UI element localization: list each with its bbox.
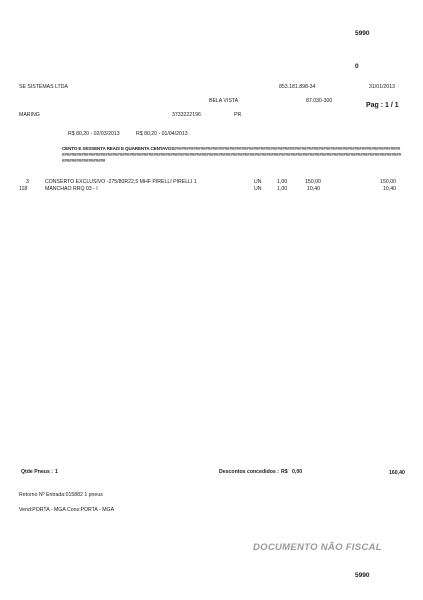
doc-number: 5990 bbox=[355, 30, 370, 37]
item-price: 10,40 bbox=[307, 186, 320, 192]
item-qty: 1,00 bbox=[277, 186, 288, 192]
discount-label: Descontos concedidos : bbox=[219, 469, 279, 475]
item-code: 3 bbox=[26, 179, 29, 185]
installment-1: R$ 80,20 - 02/03/2013 bbox=[68, 131, 120, 137]
district: BELA VISTA bbox=[209, 98, 239, 104]
zero-marker: 0 bbox=[355, 63, 359, 70]
item-description: MANCHAO RRQ 03 - I bbox=[45, 186, 98, 192]
item-unit: UN bbox=[254, 179, 262, 185]
doc-number-bottom: 5990 bbox=[355, 572, 370, 579]
non-fiscal-watermark: DOCUMENTO NÃO FISCAL bbox=[253, 542, 382, 553]
page-indicator: Pag : 1 / 1 bbox=[366, 102, 399, 109]
state: PR bbox=[234, 112, 242, 118]
item-description: CONSERTO EXCLUSIVO -275/80R22,5 MHF PIRELLI PIRELLI 1 bbox=[45, 179, 197, 185]
item-qty: 1,00 bbox=[277, 179, 288, 185]
item-unit: UN bbox=[254, 186, 262, 192]
cnpj: 853.181.898-34 bbox=[279, 84, 316, 90]
discount-value: 0,00 bbox=[292, 469, 303, 475]
discount-currency: R$ bbox=[281, 469, 288, 475]
tires-value: 1 bbox=[55, 469, 58, 475]
item-code: 118 bbox=[19, 186, 28, 192]
company-name: SE SISTEMAS LTDA bbox=[19, 84, 68, 90]
issue-date: 31/01/2013 bbox=[369, 84, 395, 90]
return-note: Retorno Nº Entrada:015882 1 pneus bbox=[19, 492, 103, 498]
grand-total: 160,40 bbox=[389, 470, 405, 476]
city: MARING bbox=[19, 112, 40, 118]
sellers: Vend:PORTA - MGA Cons:PORTA - MGA bbox=[19, 507, 115, 513]
item-total: 10,40 bbox=[383, 186, 396, 192]
phone: 3733222196 bbox=[172, 112, 201, 118]
item-total: 150,00 bbox=[380, 179, 396, 185]
tires-label: Qtde Pneus : bbox=[21, 469, 53, 475]
installment-2: R$ 80,20 - 01/04/2013 bbox=[136, 131, 188, 137]
item-price: 150,00 bbox=[305, 179, 321, 185]
cep: 87.030-300 bbox=[306, 98, 333, 104]
amount-in-words: CENTO E SESSENTA REAIS E QUARENTA CENTAVOS############################################################################################################################################################################################################################################################# bbox=[62, 146, 402, 163]
